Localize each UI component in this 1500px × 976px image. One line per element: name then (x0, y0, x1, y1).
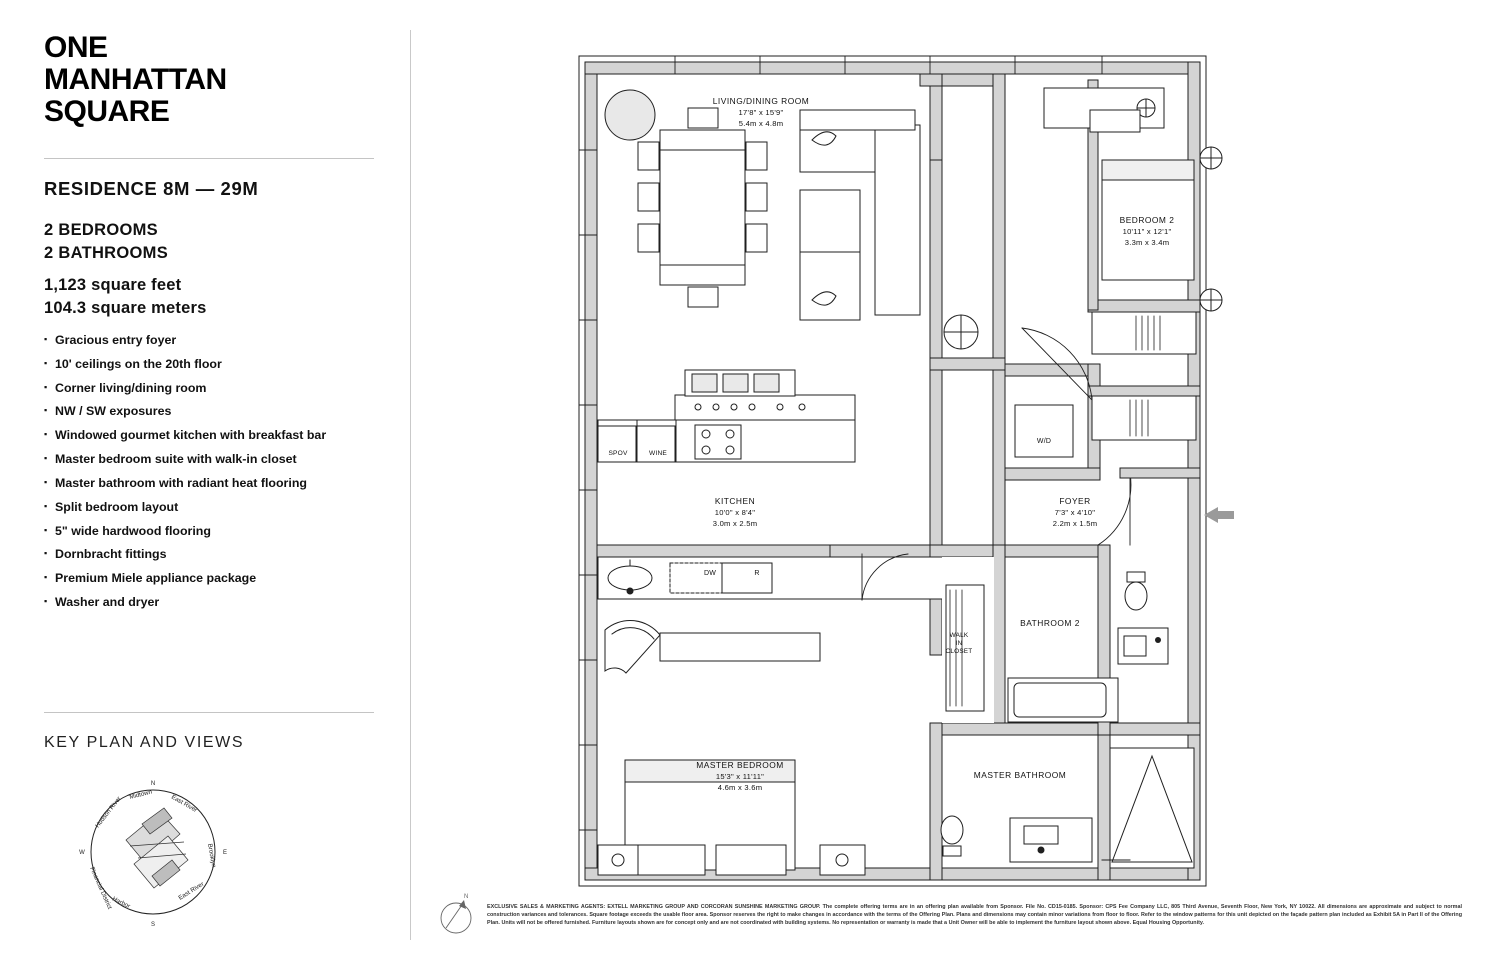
residence-area (44, 274, 206, 321)
entry-arrow-icon (1204, 505, 1236, 525)
bullet-icon (44, 355, 55, 372)
area-meters: 104.3 square meters (44, 299, 207, 318)
list-item (44, 474, 389, 493)
room-label-kitchen: KITCHEN 10'0" x 8'4" 3.0m x 2.5m (712, 496, 758, 528)
bathrooms-label: 2 BATHROOMS (44, 244, 168, 263)
floorplan-drawing (430, 0, 1500, 971)
bullet-icon (44, 474, 55, 491)
feature-label: Dornbracht fittings (55, 547, 167, 562)
bullet-icon (44, 569, 55, 586)
room-label-bathroom-2: BATHROOM 2 (1020, 618, 1080, 628)
residence-title: RESIDENCE 8M — 29M (44, 178, 259, 199)
feature-label: Split bedroom layout (55, 499, 179, 514)
feature-label: Corner living/dining room (55, 380, 207, 395)
feature-label: NW / SW exposures (55, 404, 172, 419)
appliance-label-wine: WINE (648, 450, 667, 457)
bullet-icon (44, 522, 55, 539)
keyplan-diagram (68, 772, 238, 932)
list-item (44, 402, 389, 421)
bullet-icon (44, 426, 55, 443)
feature-label: Master bathroom with radiant heat flooring (55, 475, 307, 490)
list-item (44, 379, 389, 398)
feature-list (44, 331, 389, 617)
label-harbor: Harbor (111, 895, 132, 911)
feature-label: Washer and dryer (55, 594, 160, 609)
brand-line-2: MANHATTAN (44, 62, 227, 96)
appliance-label-refrigerator: R (754, 570, 760, 577)
room-label-living-dining: LIVING/DINING ROOM 17'8" x 15'9" 5.4m x 4.8m (712, 96, 810, 128)
list-item (44, 355, 389, 374)
appliance-label-washer-dryer: W/D (1036, 438, 1052, 445)
appliance-label-spov: SPOV (608, 450, 628, 457)
bedrooms-label: 2 BEDROOMS (44, 221, 158, 239)
list-item (44, 450, 389, 469)
list-item (44, 593, 389, 612)
label-midtown: Midtown (128, 788, 153, 801)
north-arrow-icon (432, 888, 480, 936)
list-item (44, 498, 389, 517)
room-label-bedroom-2: BEDROOM 2 10'11" x 12'1" 3.3m x 3.4m (1119, 215, 1175, 247)
bullet-icon (44, 379, 55, 396)
feature-label: Windowed gourmet kitchen with breakfast bar (55, 428, 327, 443)
bullet-icon (44, 545, 55, 562)
bullet-icon (44, 498, 55, 515)
bullet-icon (44, 402, 55, 419)
compass-n: N (150, 781, 156, 787)
feature-label: Master bedroom suite with walk-in closet (55, 452, 297, 467)
bullet-icon (44, 450, 55, 467)
label-east-river-n: East River (170, 793, 199, 815)
room-label-walk-in-closet: WALK IN CLOSET (945, 632, 973, 655)
info-panel (0, 0, 410, 971)
residence-bed-bath (44, 219, 168, 266)
brand-line-3: SQUARE (44, 94, 170, 128)
compass-w: W (79, 850, 85, 856)
label-financial-district: Financial District (88, 865, 114, 911)
divider-top (44, 158, 374, 159)
brand-line-1: ONE (44, 31, 108, 64)
room-label-foyer: FOYER 7'3" x 4'10" 2.2m x 1.5m (1052, 496, 1098, 528)
label-hudson-river: Hudson River (94, 795, 123, 830)
room-label-master-bedroom: MASTER BEDROOM 15'3" x 11'11" 4.6m x 3.6m (696, 760, 784, 792)
bullet-icon (44, 331, 55, 348)
label-east-river-s: East River (177, 880, 206, 902)
feature-label: Gracious entry foyer (55, 333, 177, 347)
area-feet: 1,123 square feet (44, 276, 182, 294)
divider-bottom (44, 712, 374, 713)
label-brooklyn: Brooklyn (206, 843, 218, 869)
compass-s: S (150, 922, 156, 928)
panel-divider (410, 30, 411, 940)
svg-text:N: N (464, 894, 469, 900)
legal-disclaimer: EXCLUSIVE SALES & MARKETING AGENTS: EXTELL MARKETING GROUP AND CORCORAN SUNSHINE MARKETING GROUP. The complete offering terms are in an offering plan available from Sponsor. File No. CD15-0185. Sponsor: CPS Fee Company LLC, 805 Third Avenue, Seventh Floor, New York, NY 10022. All dimensions are approximate and subject to normal construction variances and tolerances. Square footage exceeds the usable floor area. Sponsor reserves the right to make changes in accordance with the terms of the Offering Plan. Plans and dimensions may contain minor variations from floor to floor. Refer to the window patterns for this unit depicted on the façade pattern plan included as Exhibit 5A in Part II of the Offering Plan. Units will not be offered furnished. Furniture layouts shown are for concept only and are not coordinated with building systems. No representation or warranty is made that a Unit Owner will be able to implement the furniture layout shown above. Equal Housing Opportunity. (487, 904, 1462, 927)
list-item (44, 522, 389, 541)
keyplan-title: KEY PLAN AND VIEWS (44, 734, 245, 751)
feature-label: Premium Miele appliance package (55, 571, 257, 586)
list-item (44, 545, 389, 564)
list-item (44, 569, 389, 588)
brand-logo (44, 32, 227, 127)
feature-label: 5" wide hardwood flooring (55, 523, 211, 538)
appliance-label-dishwasher: DW (703, 570, 717, 577)
list-item (44, 331, 389, 350)
bullet-icon (44, 593, 55, 610)
list-item (44, 426, 389, 445)
compass-e: E (222, 850, 228, 856)
feature-label: 10' ceilings on the 20th floor (55, 356, 222, 371)
room-label-master-bathroom: MASTER BATHROOM (973, 770, 1067, 780)
